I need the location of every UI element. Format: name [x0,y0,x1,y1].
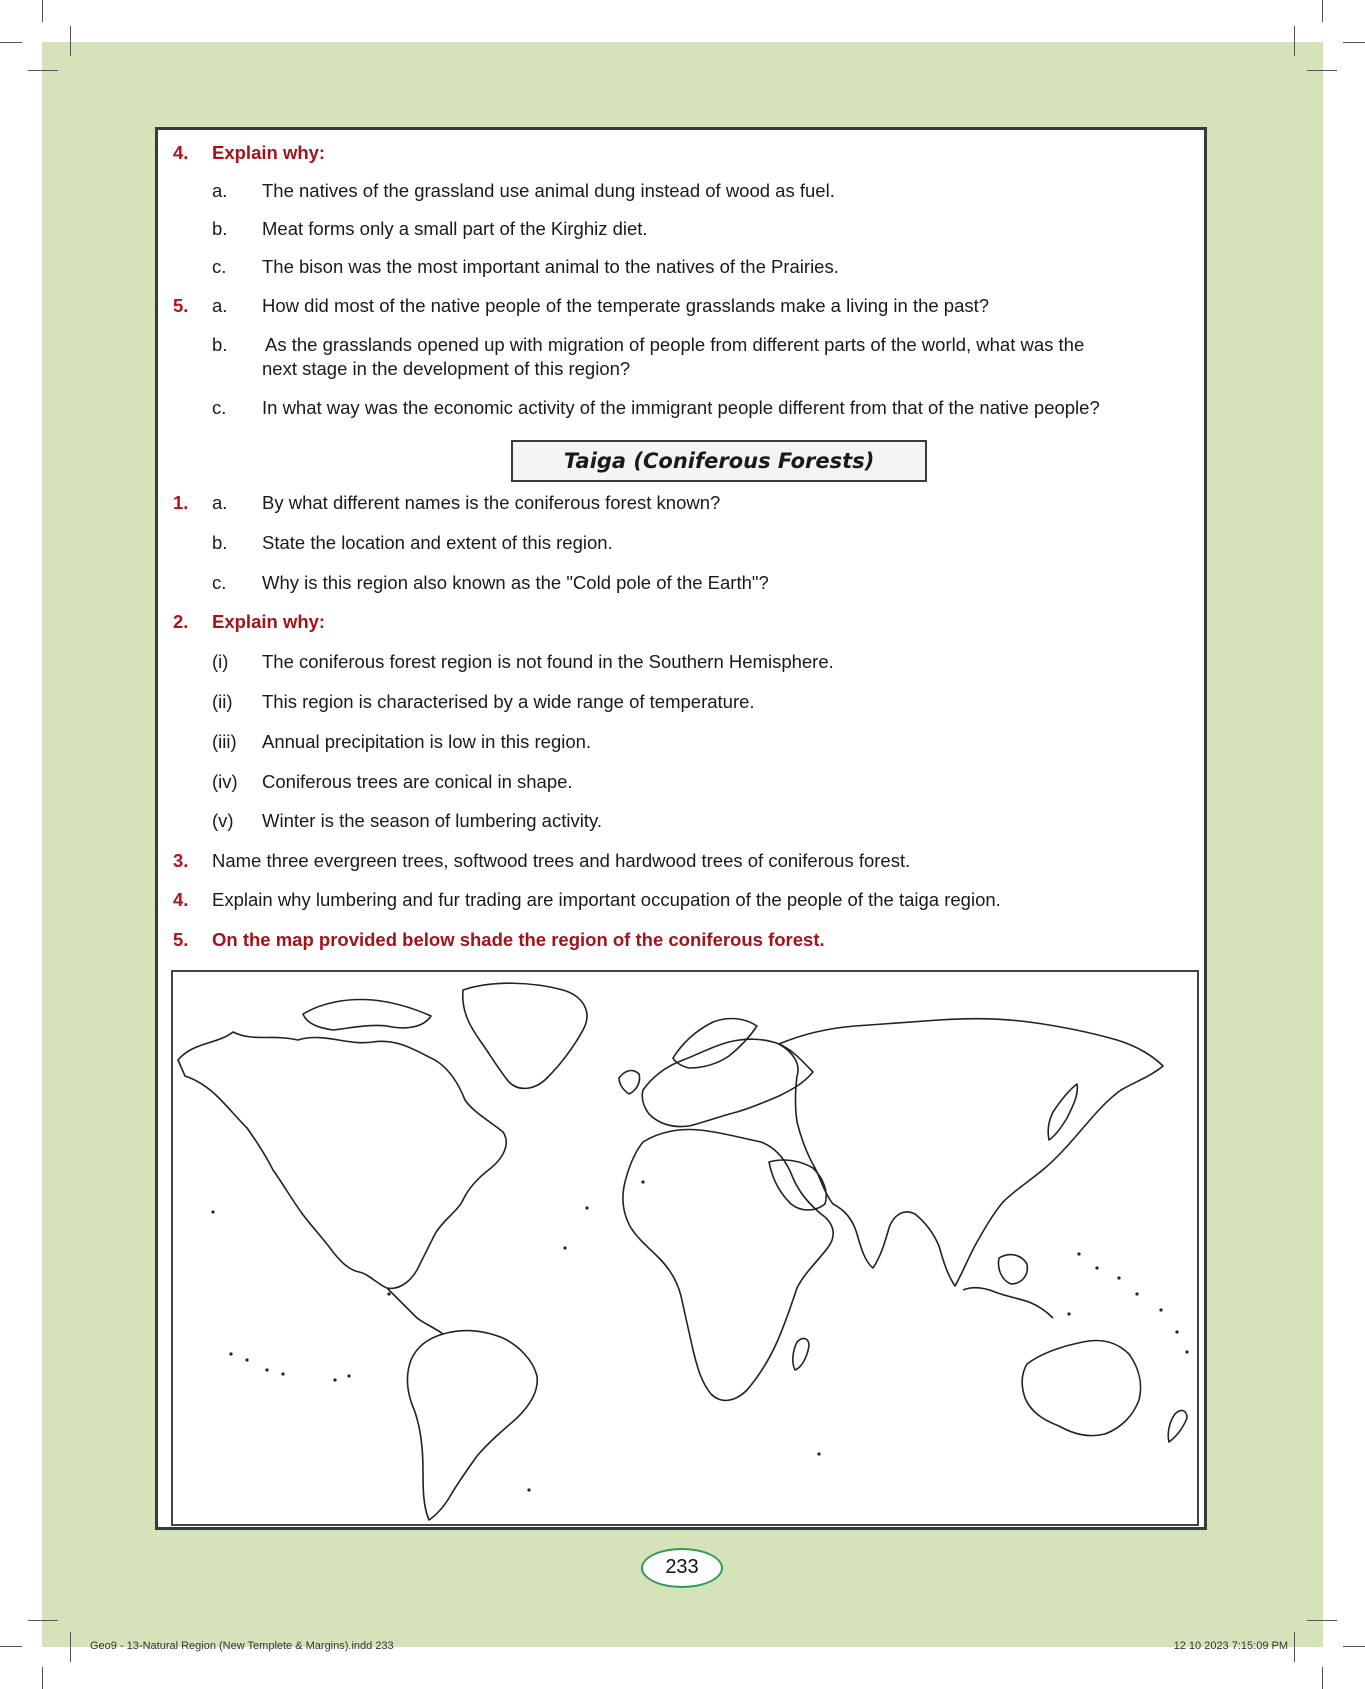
item-text: In what way was the economic activity of the immigrant people different from that of the native people? [262,397,1100,418]
crop-mark [1307,70,1337,71]
north-america-outline [178,1032,506,1288]
item-text: Annual precipitation is low in this region. [262,731,592,752]
item-text: Why is this region also known as the "Cold pole of the Earth"? [262,572,769,593]
japan-outline [1048,1084,1077,1140]
crop-mark [1294,1632,1295,1662]
item-label: b. [212,218,228,239]
exercise-panel [155,127,1207,1530]
crop-mark [42,1667,43,1689]
item-text: Explain why lumbering and fur trading are important occupation of the people of the taiga region. [212,889,1001,910]
question-number: 3. [173,850,189,871]
item-label: (i) [212,651,229,672]
item-label: b. [212,532,228,553]
item-label: a. [212,295,228,316]
question-title: Explain why: [212,142,326,163]
item-text: The bison was the most important animal to the natives of the Prairies. [262,256,839,277]
item-text: As the grasslands opened up with migration of people from different parts of the world, what was the [265,334,1085,355]
new-zealand-outline [1168,1411,1187,1442]
item-text: The coniferous forest region is not found in the Southern Hemisphere. [262,651,834,672]
arctic-islands-outline [303,1000,431,1030]
arabia-outline [769,1160,826,1210]
islands-dots [211,1180,1188,1491]
question-title: Explain why: [212,611,326,632]
crop-mark [70,1632,71,1662]
question-number: 5. [173,295,189,316]
question-number: 4. [173,889,189,910]
question-number: 5. [173,929,189,950]
world-map-outline [173,972,1197,1524]
crop-mark [0,42,22,43]
item-label: c. [212,397,227,418]
item-text: Winter is the season of lumbering activity. [262,810,602,831]
page-number: 233 [641,1548,723,1588]
item-text: Name three evergreen trees, softwood trees and hardwood trees of coniferous forest. [212,850,911,871]
question-number: 1. [173,492,189,513]
item-text: Meat forms only a small part of the Kirghiz diet. [262,218,648,239]
borneo-outline [999,1255,1028,1284]
crop-mark [0,1646,22,1647]
footer-timestamp: 12 10 2023 7:15:09 PM [1173,1640,1288,1652]
question-number: 2. [173,611,189,632]
item-text: This region is characterised by a wide range of temperature. [262,691,755,712]
crop-mark [1322,0,1323,22]
item-text: next stage in the development of this region? [262,358,631,379]
item-text: By what different names is the coniferous forest known? [262,492,721,513]
item-label: a. [212,492,228,513]
item-label: a. [212,180,228,201]
item-label: c. [212,256,227,277]
item-text: The natives of the grassland use animal dung instead of wood as fuel. [262,180,835,201]
question-number: 4. [173,142,189,163]
africa-outline [623,1130,833,1401]
crop-mark [70,26,71,56]
crop-mark [1322,1667,1323,1689]
crop-mark [1307,1620,1337,1621]
south-america-outline [408,1331,538,1520]
crop-mark [42,0,43,22]
item-text: State the location and extent of this region. [262,532,613,553]
scandinavia-outline [673,1019,757,1068]
world-map [171,970,1199,1526]
item-text: How did most of the native people of the temperate grasslands make a living in the past? [262,295,990,316]
madagascar-outline [793,1339,809,1370]
item-label: (v) [212,810,234,831]
item-label: (ii) [212,691,233,712]
greenland-outline [463,983,587,1088]
crop-mark [1294,26,1295,56]
central-america-outline [387,1288,443,1334]
item-label: (iv) [212,771,238,792]
item-label: (iii) [212,731,237,752]
item-text: Coniferous trees are conical in shape. [262,771,573,792]
crop-mark [1343,42,1365,43]
item-label: b. [212,334,228,355]
section-heading: Taiga (Coniferous Forests) [511,440,927,482]
europe-outline [642,1039,813,1126]
crop-mark [1343,1646,1365,1647]
crop-mark [28,70,58,71]
item-label: c. [212,572,227,593]
british-isles-outline [619,1071,640,1094]
item-text: On the map provided below shade the region of the coniferous forest. [212,929,825,950]
indonesia-outline [963,1288,1053,1318]
footer-file-info: Geo9 - 13-Natural Region (New Templete & Margins).indd 233 [90,1640,394,1652]
asia-outline [779,1019,1163,1286]
crop-mark [28,1620,58,1621]
australia-outline [1022,1341,1140,1436]
